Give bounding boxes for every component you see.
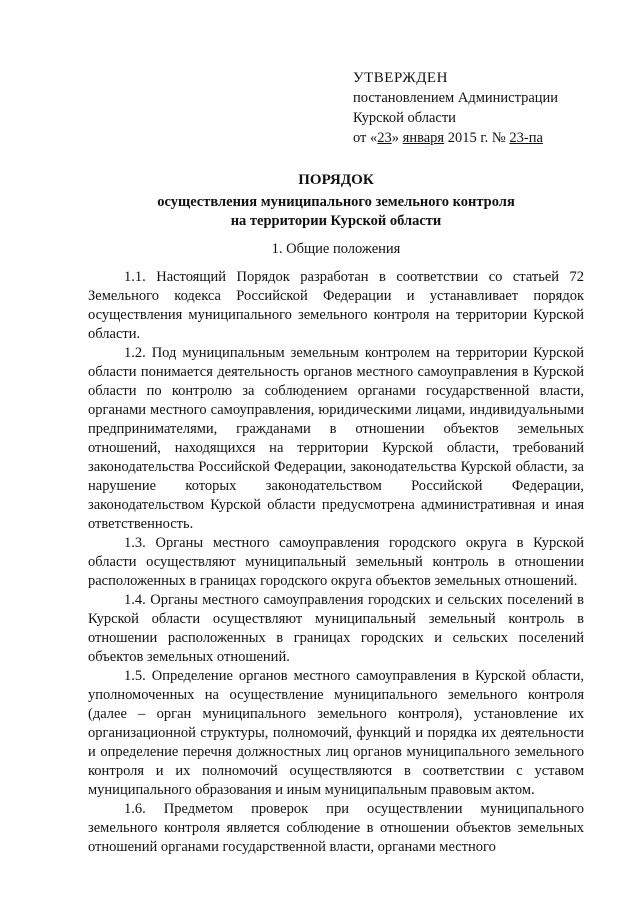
approval-stamp: [353, 68, 558, 148]
document-title: [90, 172, 582, 231]
date-month: января: [402, 130, 445, 146]
approval-heading: УТВЕРЖДЕН: [353, 70, 448, 86]
date-prefix: от «: [353, 130, 378, 146]
title-main: ПОРЯДОК: [298, 172, 374, 188]
paragraph-1-2: 1.2. Под муниципальным земельным контролем на территории Курской области понимается деятельность органов местного самоуправления в Курской области по контролю за соблюдением органами государственной власти, органами местного самоуправления, юридическими лицами, индивидуальными предпринимателями, гражданами в отношении объектов земельных отношений, находящихся на территории Курской области, требований законодательства Российской Федерации, законодательства Курской области, за нарушение которых законодательством Российской Федерации, законодательством Курской области предусмотрена административная и иная ответственность.: [88, 345, 584, 532]
order-number: 23-па: [509, 130, 543, 146]
approval-date-line: [353, 128, 558, 148]
paragraph-1-1: 1.1. Настоящий Порядок разработан в соответствии со статьей 72 Земельного кодекса Российской Федерации и устанавливает порядок осуществления муниципального земельного контроля на территории Курской области.: [88, 269, 584, 342]
title-line-1: осуществления муниципального земельного контроля: [157, 194, 515, 210]
date-day: 23: [377, 130, 392, 146]
date-year: 2015 г. №: [444, 130, 510, 146]
date-mid: »: [391, 130, 403, 146]
paragraph-1-5: 1.5. Определение органов местного самоуправления в Курской области, уполномоченных на осуществление муниципального земельного контроля (далее – орган муниципального земельного контроля), установление их организационной структуры, полномочий, функций и порядка их деятельности и определение перечня должностных лиц органов муниципального земельного контроля и их полномочий осуществляются в соответствии с уставом муниципального образования и иным муниципальным правовым актом.: [88, 668, 584, 798]
approval-line-1: постановлением Администрации: [353, 90, 559, 106]
approval-line-2: Курской области: [353, 110, 456, 126]
paragraph-1-6: 1.6. Предметом проверок при осуществлении муниципального земельного контроля является соблюдение в отношении объектов земельных отношений органами государственной власти, органами местного: [88, 801, 584, 855]
paragraph-1-3: 1.3. Органы местного самоуправления городского округа в Курской области осуществляют муниципальный земельный контроль в отношении расположенных в границах городского округа объектов земельных отношений.: [88, 535, 584, 589]
document-body: [88, 268, 584, 857]
paragraph-1-4: 1.4. Органы местного самоуправления городских и сельских поселений в Курской области осуществляют муниципальный земельный контроль в отношении расположенных в границах городских и сельских поселений объектов земельных отношений.: [88, 592, 584, 665]
title-line-2: на территории Курской области: [230, 213, 442, 229]
section-heading: 1. Общие положения: [271, 241, 401, 257]
